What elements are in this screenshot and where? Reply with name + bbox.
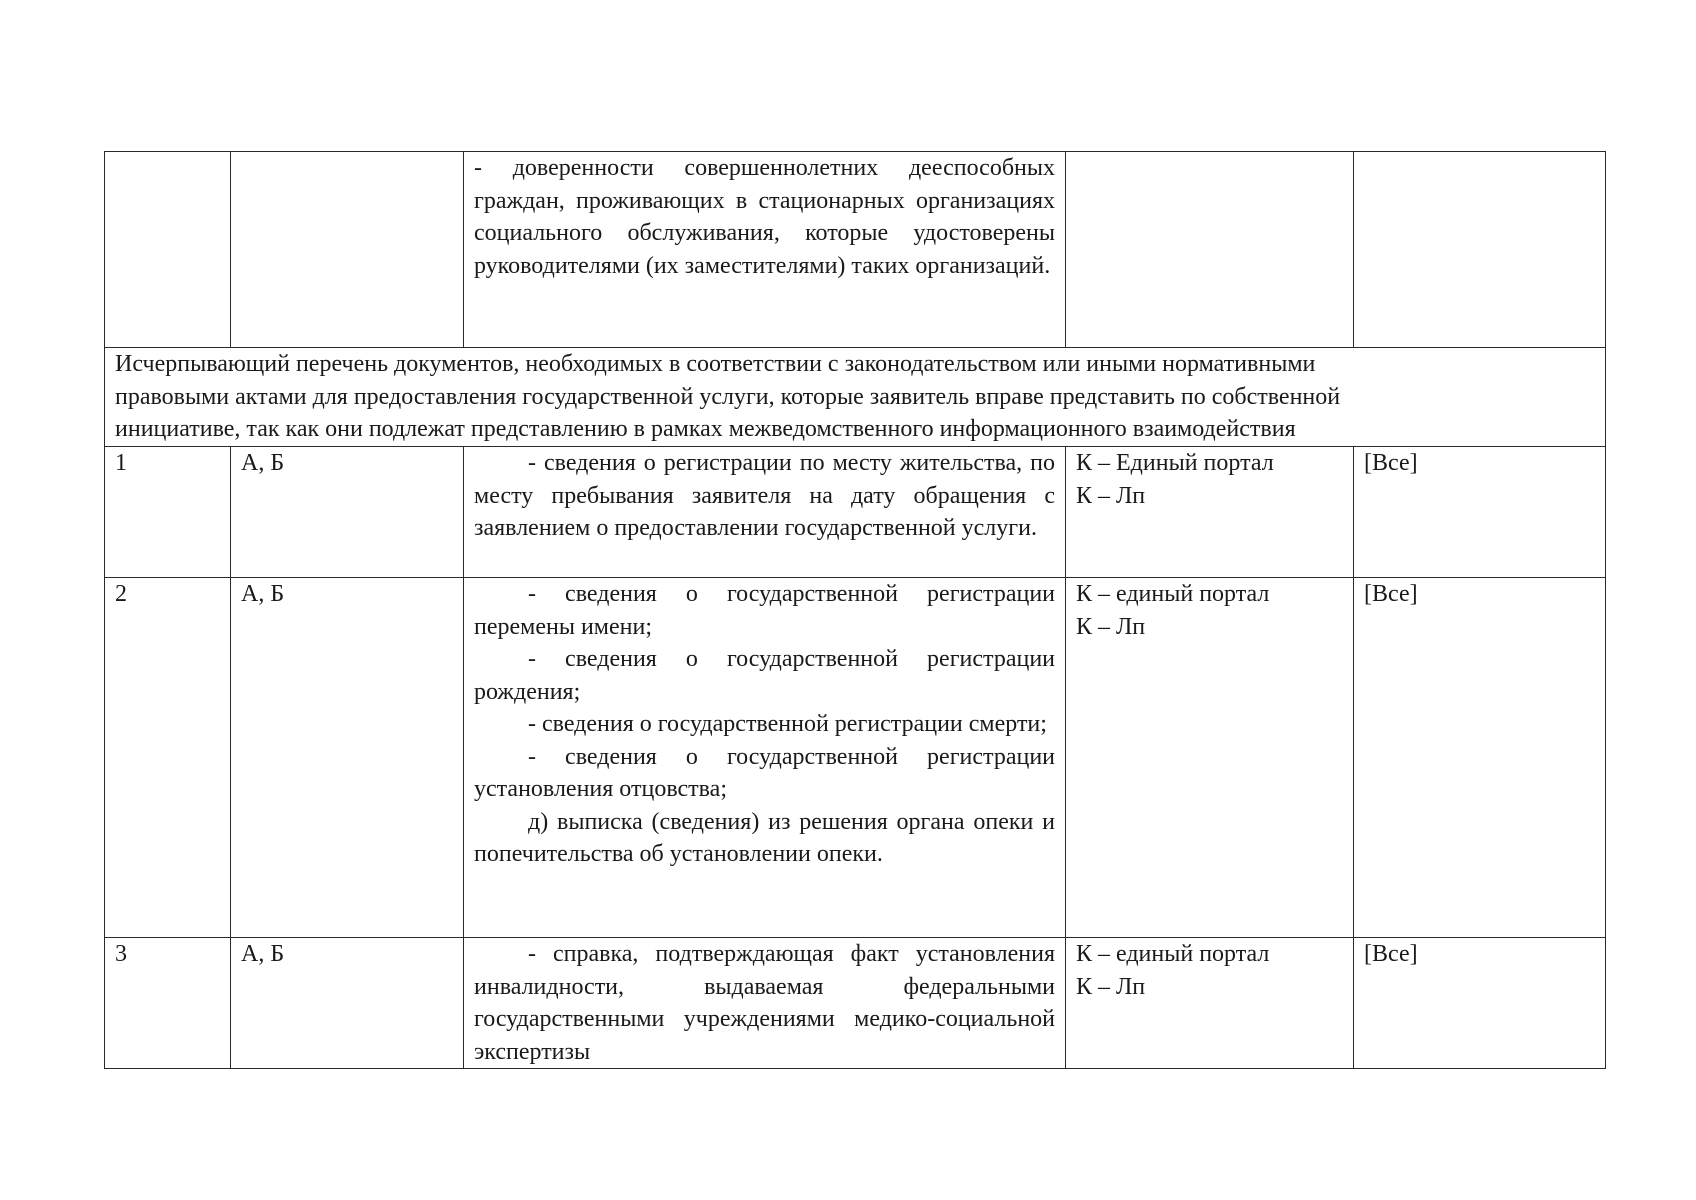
channel-item: К – Лп bbox=[1076, 973, 1146, 1000]
cell-description bbox=[464, 938, 1066, 1069]
description-paragraph: - сведения о государственной регистрации перемены имени; bbox=[474, 581, 1055, 640]
cell-category: А, Б bbox=[231, 938, 464, 1069]
table-row bbox=[105, 447, 1606, 578]
description-paragraph: - доверенности совершеннолетних дееспособных граждан, проживающих в стационарных организациях социального обслуживания, которые удостоверены руководителями (их заместителями) таких организаций. bbox=[474, 155, 1055, 279]
cell-channels bbox=[1066, 152, 1354, 348]
cell-channels bbox=[1066, 938, 1354, 1069]
cell-num: 3 bbox=[105, 938, 231, 1069]
description-paragraph: - сведения о регистрации по месту жительства, по месту пребывания заявителя на дату обращения с заявлением о предоставлении государственной услуги. bbox=[474, 450, 1055, 541]
description-paragraph: - сведения о государственной регистрации рождения; bbox=[474, 646, 1055, 705]
cell-description bbox=[464, 447, 1066, 578]
cell-num: 2 bbox=[105, 578, 231, 938]
cell-num bbox=[105, 152, 231, 348]
cell-category: А, Б bbox=[231, 447, 464, 578]
description-paragraph: - сведения о государственной регистрации смерти; bbox=[528, 711, 1047, 737]
table-row bbox=[105, 938, 1606, 1069]
description-paragraph: - сведения о государственной регистрации установления отцовства; bbox=[474, 743, 1055, 802]
cell-category: А, Б bbox=[231, 578, 464, 938]
cell-num: 1 bbox=[105, 447, 231, 578]
description-paragraph: - справка, подтверждающая факт установления инвалидности, выдаваемая федеральными государственными учреждениями медико-социальной экспертизы bbox=[474, 941, 1055, 1065]
section-heading-row bbox=[105, 348, 1606, 447]
cell-applicants: [Все] bbox=[1354, 578, 1606, 938]
section-heading-line: Исчерпывающий перечень документов, необходимых в соответствии с законодательством или иными нормативными bbox=[115, 351, 1316, 377]
description-paragraph: д) выписка (сведения) из решения органа опеки и попечительства об установлении опеки. bbox=[474, 808, 1055, 867]
section-heading-cell bbox=[105, 348, 1606, 447]
channel-item: К – единый портал bbox=[1076, 941, 1270, 967]
channel-item: К – единый портал bbox=[1076, 581, 1270, 607]
section-heading-line: инициативе, так как они подлежат представлению в рамках межведомственного информационного взаимодействия bbox=[115, 416, 1296, 442]
channel-item: К – Лп bbox=[1076, 482, 1146, 509]
cell-description bbox=[464, 578, 1066, 938]
cell-applicants bbox=[1354, 152, 1606, 348]
cell-channels bbox=[1066, 447, 1354, 578]
documents-table bbox=[104, 151, 1606, 1069]
cell-category bbox=[231, 152, 464, 348]
cell-applicants: [Все] bbox=[1354, 938, 1606, 1069]
section-heading-line: правовыми актами для предоставления государственной услуги, которые заявитель вправе представить по собственной bbox=[115, 383, 1341, 410]
table-row-continuation bbox=[105, 152, 1606, 348]
table-row bbox=[105, 578, 1606, 938]
document-page bbox=[104, 151, 1605, 1069]
cell-description bbox=[464, 152, 1066, 348]
cell-applicants: [Все] bbox=[1354, 447, 1606, 578]
cell-channels bbox=[1066, 578, 1354, 938]
channel-item: К – Лп bbox=[1076, 613, 1146, 640]
channel-item: К – Единый портал bbox=[1076, 450, 1274, 476]
